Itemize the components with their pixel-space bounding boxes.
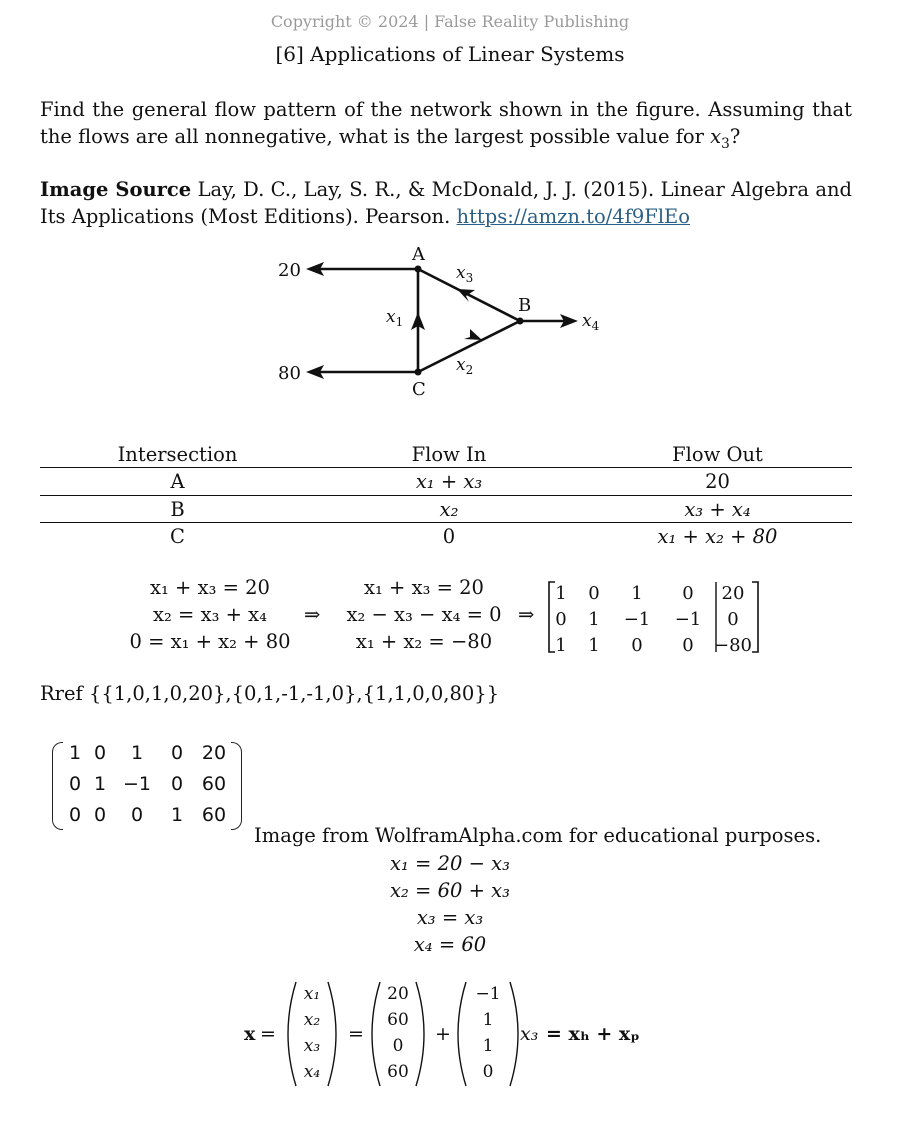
header-flow-out: Flow Out bbox=[672, 443, 763, 466]
solution-line: x₄ = 60 bbox=[413, 933, 487, 956]
matrix-cell: 1 bbox=[555, 583, 567, 604]
source-link[interactable]: https://amzn.to/4f9FlEo bbox=[456, 205, 691, 228]
solution-line: x₁ = 20 − x₃ bbox=[390, 852, 510, 875]
rref-cell: 0 bbox=[93, 742, 107, 764]
table-row bbox=[40, 523, 852, 549]
vector-entry: −1 bbox=[475, 984, 501, 1004]
plus-sign: + bbox=[435, 1023, 451, 1045]
paren-left bbox=[288, 982, 296, 1086]
inflow-80-label: 80 bbox=[278, 363, 301, 384]
vector-entry: 1 bbox=[482, 1010, 494, 1030]
arrowhead-x2 bbox=[464, 329, 482, 340]
vector-entry: 20 bbox=[387, 984, 409, 1004]
equals-sign: = bbox=[260, 1023, 276, 1045]
question-text bbox=[40, 96, 852, 158]
matrix-cell: 20 bbox=[721, 583, 745, 604]
result-decomposition: = xₕ + xₚ bbox=[546, 1023, 640, 1045]
equation-line: x₂ − x₃ − x₄ = 0 bbox=[346, 603, 502, 626]
matrix-cell: 0 bbox=[631, 635, 643, 656]
page-title: [6] Applications of Linear Systems bbox=[275, 42, 625, 66]
augmented-matrix bbox=[545, 578, 765, 656]
matrix-cell: 0 bbox=[682, 583, 694, 604]
row-node: A bbox=[170, 470, 185, 493]
rearranged-equations bbox=[336, 574, 512, 655]
matrix-cell: 0 bbox=[727, 609, 739, 630]
vector-entry: 60 bbox=[387, 1062, 409, 1082]
rref-cell: 0 bbox=[130, 804, 144, 826]
row-node: B bbox=[170, 498, 185, 521]
vector-x-label: x bbox=[244, 1023, 256, 1045]
row-flow-out: x₁ + x₂ + 80 bbox=[657, 525, 778, 548]
rref-cell: 1 bbox=[68, 742, 82, 764]
vector-entry: x₄ bbox=[303, 1062, 321, 1082]
header-intersection: Intersection bbox=[117, 443, 238, 466]
rref-cell: 0 bbox=[170, 773, 184, 795]
header-flow-in: Flow In bbox=[411, 443, 487, 466]
rref-cell: 1 bbox=[170, 804, 184, 826]
row-flow-out: x₃ + x₄ bbox=[684, 498, 751, 521]
matrix-cell: 0 bbox=[588, 583, 600, 604]
image-credit: Image from WolframAlpha.com for educational purposes. bbox=[254, 824, 822, 847]
matrix-cell: 1 bbox=[588, 609, 600, 630]
edge-x3-label: $x_3$ bbox=[456, 263, 474, 285]
question-end: ? bbox=[729, 125, 741, 148]
vector-entry: 0 bbox=[482, 1062, 494, 1082]
rref-cell: 0 bbox=[68, 773, 82, 795]
vector-form bbox=[240, 978, 660, 1090]
solution-line: x₂ = 60 + x₃ bbox=[390, 879, 510, 902]
general-solution bbox=[300, 850, 600, 958]
vector-entry: 0 bbox=[392, 1036, 404, 1056]
equation-line: x₁ + x₃ = 20 bbox=[364, 576, 484, 599]
rref-cell: 60 bbox=[201, 804, 227, 826]
rref-command: Rref {{1,0,1,0,20},{0,1,-1,-1,0},{1,1,0,0,80}} bbox=[40, 682, 500, 705]
node-c-dot bbox=[415, 369, 422, 376]
question-body: Find the general flow pattern of the network shown in the figure. Assuming that the flows are all nonnegative, what is the largest possible value for bbox=[40, 98, 852, 148]
paren-left bbox=[458, 982, 466, 1086]
node-a-label: A bbox=[412, 244, 425, 265]
matrix-cell: −1 bbox=[674, 609, 702, 630]
node-c-label: C bbox=[412, 379, 426, 400]
network-diagram bbox=[270, 238, 630, 403]
vector-entry: 60 bbox=[387, 1010, 409, 1030]
node-b-label: B bbox=[518, 295, 532, 316]
paren-right bbox=[328, 982, 336, 1086]
copyright-notice: Copyright © 2024 | False Reality Publishing bbox=[270, 12, 630, 31]
matrix-cell: 0 bbox=[682, 635, 694, 656]
row-node: C bbox=[170, 525, 185, 548]
matrix-cell: 1 bbox=[631, 583, 643, 604]
matrix-cell: 1 bbox=[588, 635, 600, 656]
node-b-dot bbox=[517, 318, 524, 325]
table-header-row bbox=[40, 441, 852, 467]
rref-cell: −1 bbox=[122, 773, 151, 795]
row-flow-in: 0 bbox=[442, 525, 456, 548]
rref-cell: 0 bbox=[93, 804, 107, 826]
equation-line: x₁ + x₂ = −80 bbox=[355, 630, 493, 653]
matrix-cell: 1 bbox=[555, 635, 567, 656]
rref-cell: 1 bbox=[93, 773, 107, 795]
right-bracket bbox=[752, 582, 758, 652]
paren-right bbox=[510, 982, 518, 1086]
question-variable: x bbox=[710, 125, 722, 148]
edge-x1-label: $x_1$ bbox=[386, 307, 404, 329]
matrix-cell: −1 bbox=[623, 609, 651, 630]
equation-line: x₂ = x₃ + x₄ bbox=[153, 603, 267, 626]
edge-x2-label: $x_2$ bbox=[456, 355, 474, 377]
equation-line: 0 = x₁ + x₂ + 80 bbox=[129, 630, 291, 653]
matrix-cell: −80 bbox=[714, 635, 752, 656]
solution-line: x₃ = x₃ bbox=[416, 906, 484, 929]
free-variable: x₃ bbox=[520, 1023, 539, 1045]
source-label: Image Source bbox=[40, 178, 192, 201]
inflow-20-label: 20 bbox=[278, 260, 301, 281]
rref-cell: 20 bbox=[201, 742, 227, 764]
right-paren bbox=[231, 742, 242, 830]
equation-line: x₁ + x₃ = 20 bbox=[150, 576, 270, 599]
vector-entry: x₁ bbox=[303, 984, 321, 1004]
left-bracket bbox=[549, 582, 555, 652]
table-row bbox=[40, 468, 852, 494]
original-equations bbox=[110, 574, 310, 655]
row-flow-in: x₂ bbox=[439, 498, 459, 521]
paren-right bbox=[416, 982, 424, 1086]
equals-sign: = bbox=[348, 1023, 364, 1045]
matrix-cell: 0 bbox=[555, 609, 567, 630]
vector-entry: x₃ bbox=[303, 1036, 321, 1056]
rref-result-matrix bbox=[52, 742, 242, 830]
implies-arrow-1: ⇒ bbox=[304, 603, 321, 626]
row-flow-out: 20 bbox=[705, 470, 730, 493]
image-source bbox=[40, 176, 852, 230]
vector-entry: 1 bbox=[482, 1036, 494, 1056]
rref-cell: 60 bbox=[201, 773, 227, 795]
vector-entry: x₂ bbox=[303, 1010, 321, 1030]
paren-left bbox=[372, 982, 380, 1086]
rref-cell: 0 bbox=[170, 742, 184, 764]
edge-x4-label: $x_4$ bbox=[582, 311, 600, 333]
table-row bbox=[40, 496, 852, 522]
rref-cell: 1 bbox=[130, 742, 144, 764]
rref-cell: 0 bbox=[68, 804, 82, 826]
question-variable-sub: 3 bbox=[721, 135, 730, 152]
source-citation: Lay, D. C., Lay, S. R., & McDonald, J. J. (2015). Linear Algebra and Its Applications (Most Editions). Pearson. bbox=[40, 178, 852, 228]
row-flow-in: x₁ + x₃ bbox=[415, 470, 483, 493]
implies-arrow-2: ⇒ bbox=[518, 603, 535, 626]
node-a-dot bbox=[415, 266, 422, 273]
